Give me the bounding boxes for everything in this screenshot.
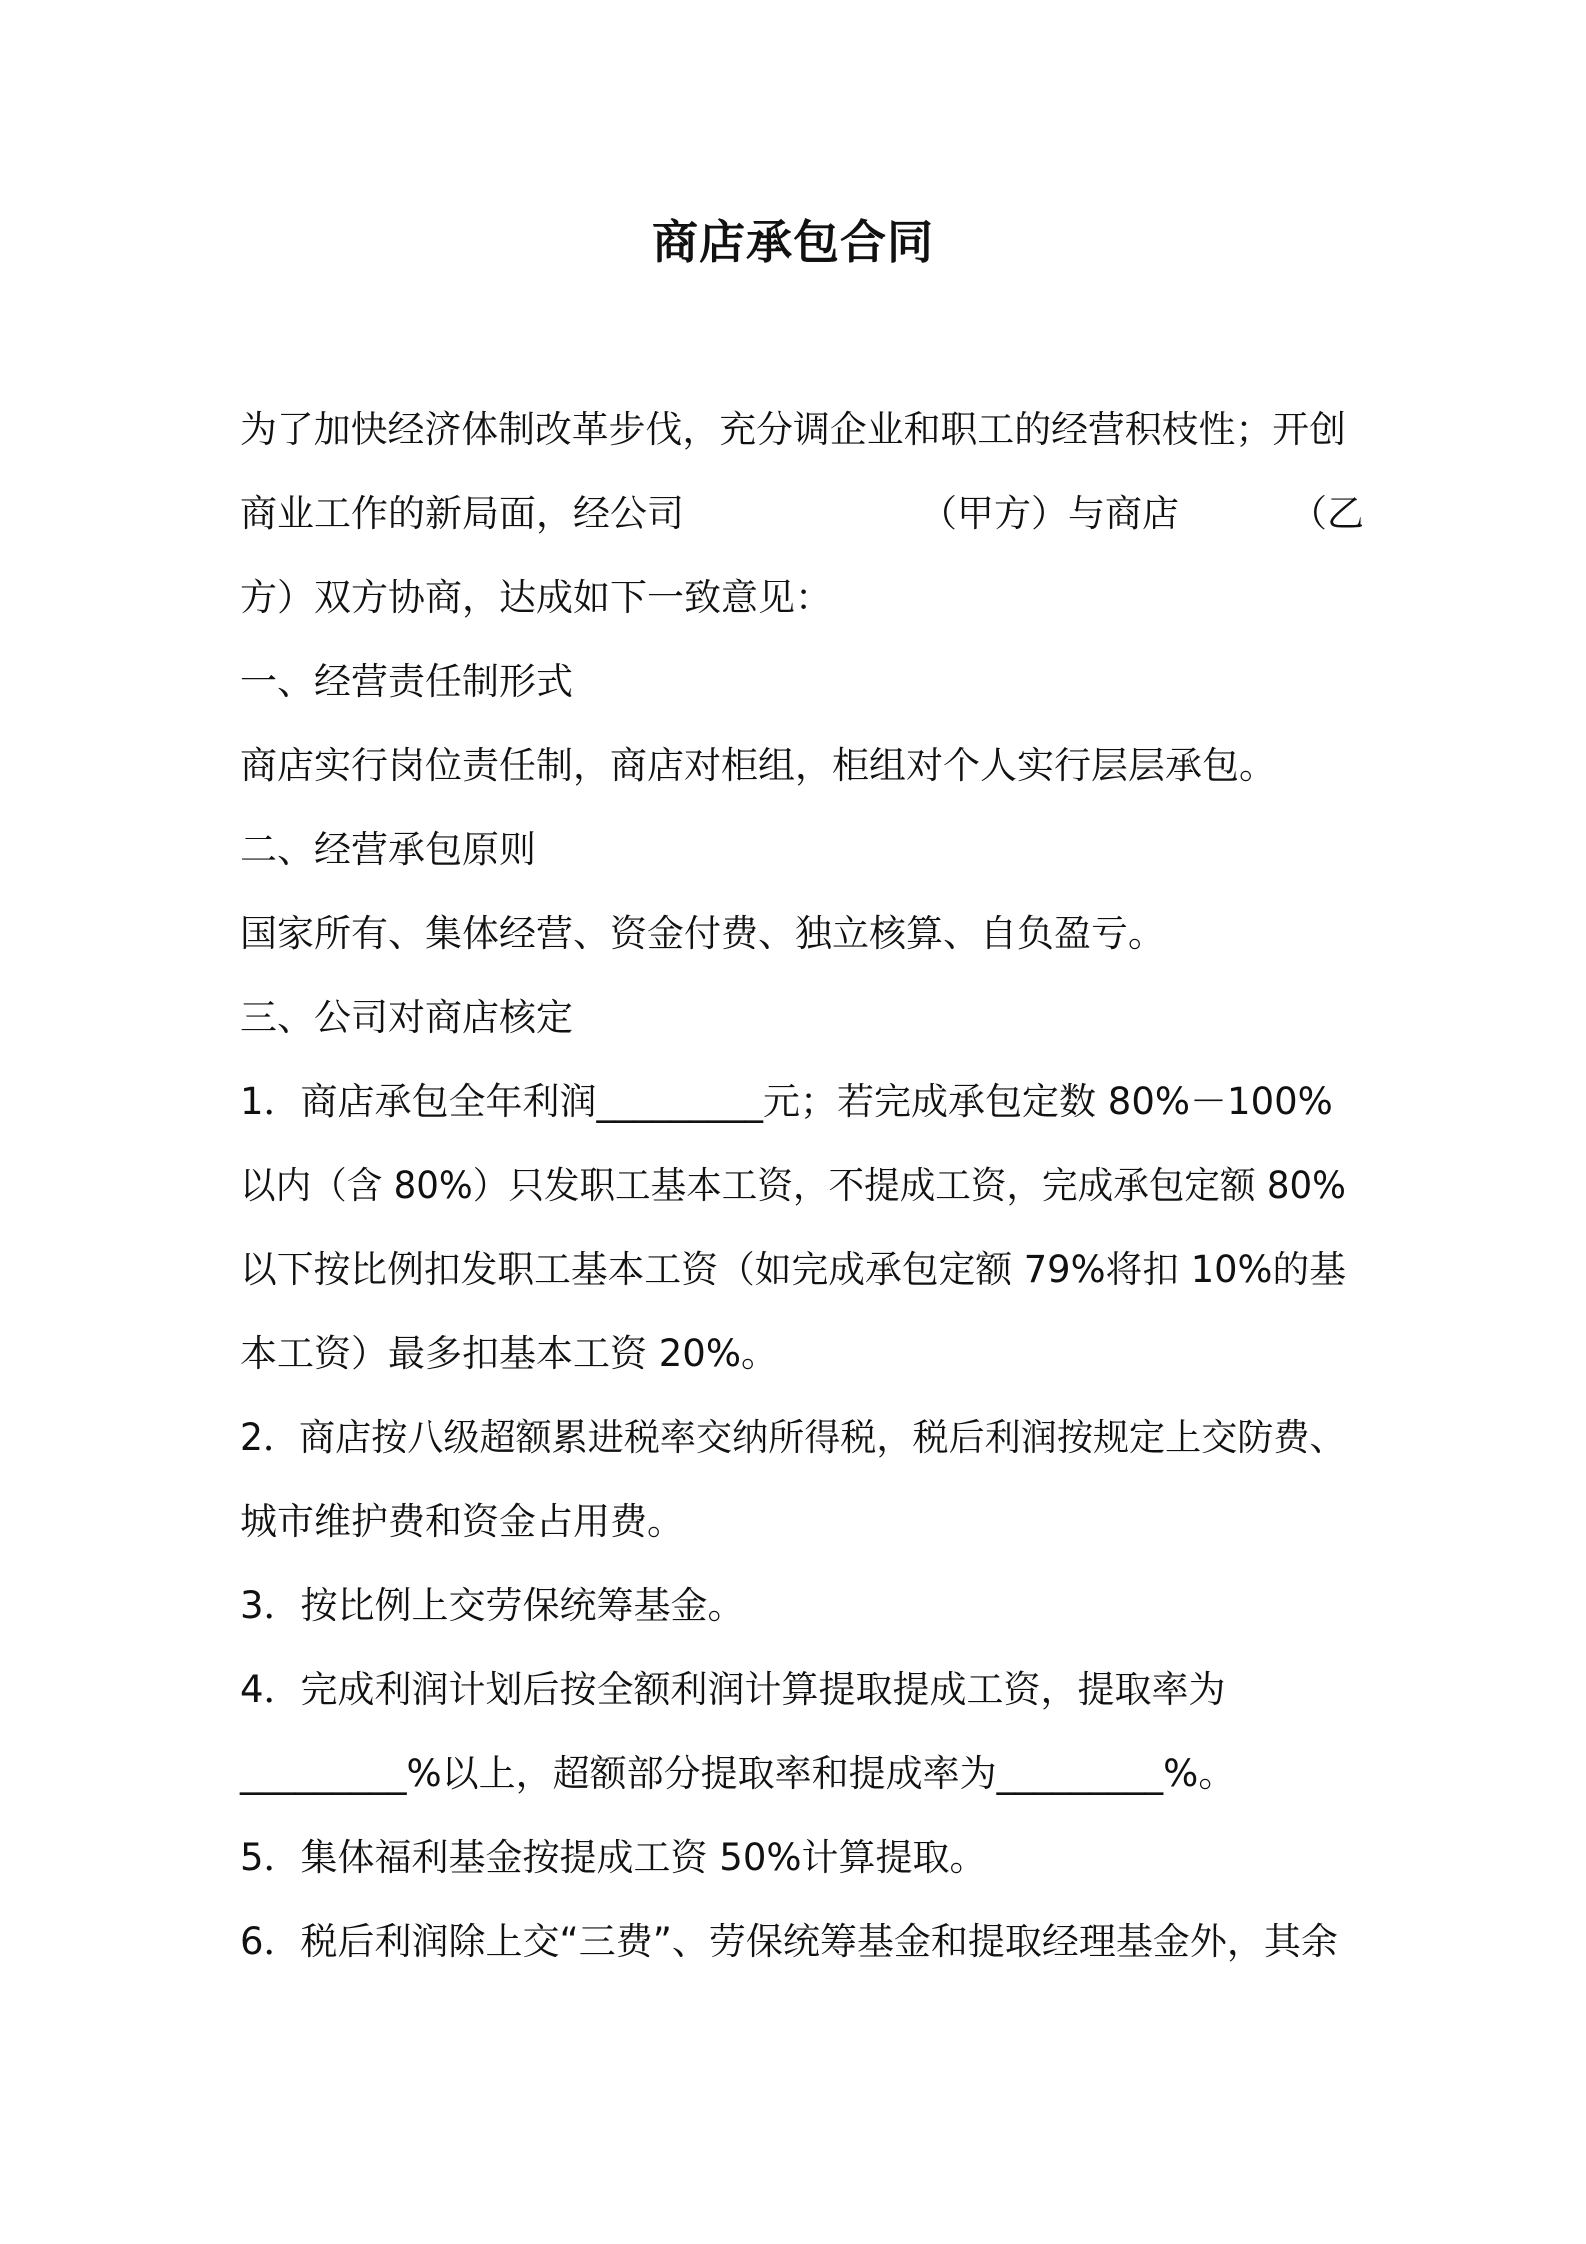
item-3-line-1: 3．按比例上交劳保统筹基金。 xyxy=(240,1584,745,1627)
item-4-line-1: 4．完成利润计划后按全额利润计算提取提成工资，提取率为 xyxy=(240,1668,1226,1711)
item-1-line-4: 本工资）最多扣基本工资 20%。 xyxy=(240,1332,778,1375)
section-1-body: 商店实行岗位责任制，商店对柜组，柜组对个人实行层层承包。 xyxy=(240,744,1276,787)
intro-line-3: 方）双方协商，达成如下一致意见： xyxy=(240,576,832,619)
intro-line-1: 为了加快经济体制改革步伐，充分调企业和职工的经营积枝性；开创 xyxy=(240,408,1347,451)
section-2-body: 国家所有、集体经营、资金付费、独立核算、自负盈亏。 xyxy=(240,912,1165,955)
item-5-line-1: 5．集体福利基金按提成工资 50%计算提取。 xyxy=(240,1836,987,1879)
item-1-line-2: 以内（含 80%）只发职工基本工资，不提成工资，完成承包定额 80% xyxy=(240,1164,1346,1207)
item-4-line-2: _________%以上，超额部分提取率和提成率为_________%。 xyxy=(240,1752,1236,1795)
section-1-heading: 一、经营责任制形式 xyxy=(240,660,573,703)
item-1-line-1: 1．商店承包全年利润_________元；若完成承包定数 80%－100% xyxy=(240,1080,1333,1123)
item-2-line-1: 2．商店按八级超额累进税率交纳所得税，税后利润按规定上交防费、 xyxy=(240,1416,1346,1459)
item-2-line-2: 城市维护费和资金占用费。 xyxy=(240,1500,684,1543)
intro-line-2-company: 商业工作的新局面，经公司 xyxy=(240,492,684,535)
section-2-heading: 二、经营承包原则 xyxy=(240,828,536,871)
document-title: 商店承包合同 xyxy=(652,215,934,269)
intro-line-2-party-a: （甲方）与商店 xyxy=(920,492,1179,535)
intro-line-2 xyxy=(240,486,1364,542)
item-6-line-1: 6．税后利润除上交“三费”、劳保统筹基金和提取经理基金外，其余 xyxy=(240,1920,1338,1963)
section-3-heading: 三、公司对商店核定 xyxy=(240,996,573,1039)
item-1-line-3: 以下按比例扣发职工基本工资（如完成承包定额 79%将扣 10%的基 xyxy=(240,1248,1346,1291)
intro-line-2-party-b: （乙 xyxy=(1290,492,1364,535)
